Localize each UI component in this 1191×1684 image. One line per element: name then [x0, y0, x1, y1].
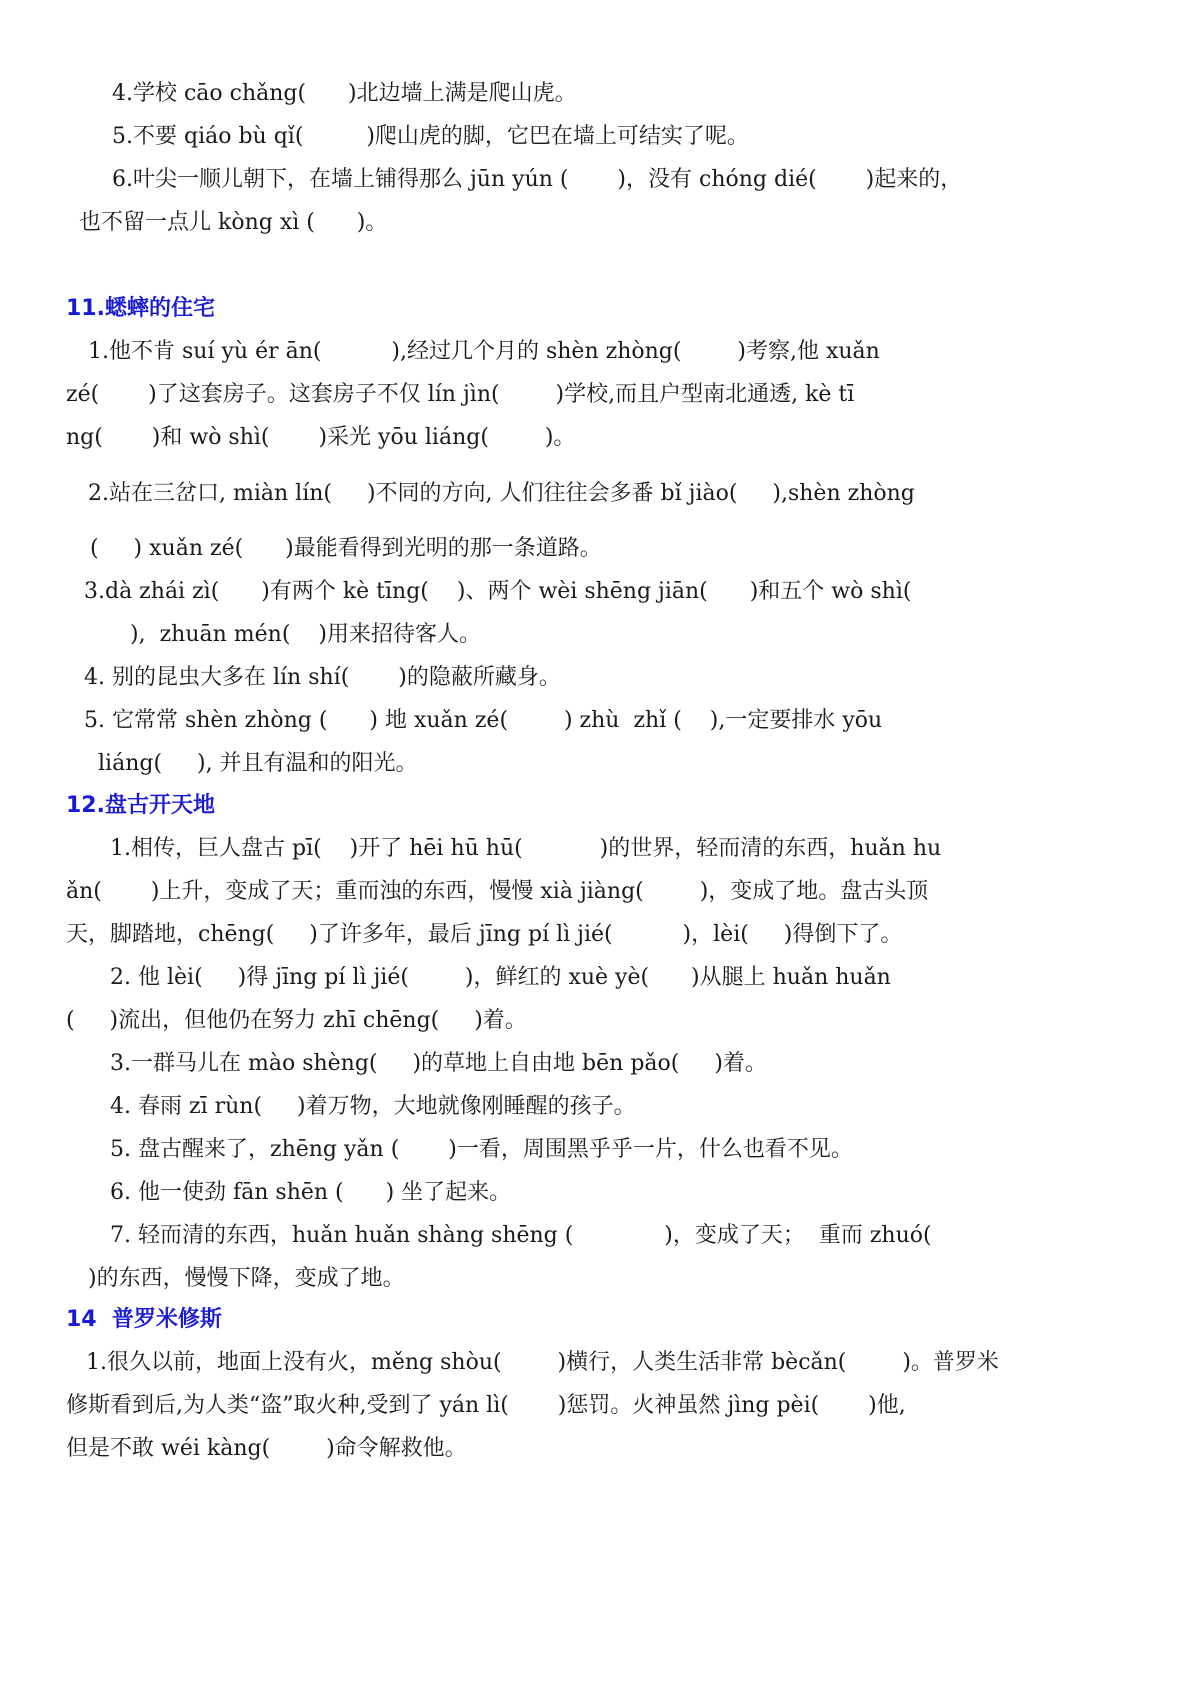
exercise-line: 3.dà zhái zì( )有两个 kè tīng( )、两个 wèi shēng jiān( )和五个 wò shì(: [84, 579, 912, 604]
exercise-line: 1.相传，巨人盘古 pī( )开了 hēi hū hū( )的世界，轻而清的东西，huǎn hu: [110, 836, 942, 861]
exercise-line: 但是不敢 wéi kàng( )命令解救他。: [66, 1436, 467, 1461]
exercise-line: 2. 他 lèi( )得 jīng pí lì jié( )，鲜红的 xuè yè( )从腿上 huǎn huǎn: [110, 965, 891, 990]
exercise-line: 2.站在三岔口, miàn lín( )不同的方向, 人们往往会多番 bǐ jiào( ),shèn zhòng: [88, 481, 915, 506]
exercise-line: ( ) xuǎn zé( )最能看得到光明的那一条道路。: [90, 536, 602, 561]
exercise-line: 天，脚踏地，chēng( )了许多年，最后 jīng pí lì jié( )，lèi( )得倒下了。: [66, 922, 903, 947]
section-heading: 14 普罗米修斯: [66, 1307, 222, 1332]
exercise-line: 5. 盘古醒来了，zhēng yǎn ( )一看，周围黑乎乎一片，什么也看不见。: [110, 1137, 853, 1162]
exercise-line: 6.叶尖一顺儿朝下，在墙上铺得那么 jūn yún ( )，没有 chóng dié( )起来的，: [112, 167, 963, 192]
exercise-line: 6. 他一使劲 fān shēn ( ) 坐了起来。: [110, 1180, 512, 1205]
exercise-line: liáng( ), 并且有温和的阳光。: [98, 751, 418, 776]
exercise-line: 4. 别的昆虫大多在 lín shí( )的隐蔽所藏身。: [84, 665, 561, 690]
exercise-line: 修斯看到后,为人类“盗”取火种,受到了 yán lì( )惩罚。火神虽然 jìng pèi( )他,: [66, 1393, 906, 1418]
exercise-line: ), zhuān mén( )用来招待客人。: [130, 622, 481, 647]
section-heading: 11.蟋蟀的住宅: [66, 296, 215, 321]
exercise-line: )的东西，慢慢下降，变成了地。: [88, 1266, 405, 1291]
exercise-line: ǎn( )上升，变成了天；重而浊的东西，慢慢 xià jiàng( )，变成了地。盘古头顶: [66, 879, 929, 904]
exercise-line: 1.很久以前，地面上没有火，měng shòu( )横行，人类生活非常 bècǎn( )。普罗米: [86, 1350, 999, 1375]
exercise-line: 4.学校 cāo chǎng( )北边墙上满是爬山虎。: [112, 81, 577, 106]
exercise-line: 3.一群马儿在 mào shèng( )的草地上自由地 bēn pǎo( )着。: [110, 1051, 767, 1076]
exercise-line: 5.不要 qiáo bù qǐ( )爬山虎的脚，它巴在墙上可结实了呢。: [112, 124, 749, 149]
exercise-line: ng( )和 wò shì( )采光 yōu liáng( )。: [66, 425, 576, 450]
exercise-line: zé( )了这套房子。这套房子不仅 lín jìn( )学校,而且户型南北通透, kè tī: [66, 382, 855, 407]
section-heading: 12.盘古开天地: [66, 793, 215, 818]
exercise-line: 7. 轻而清的东西，huǎn huǎn shàng shēng ( )，变成了天； 重而 zhuó(: [110, 1223, 932, 1248]
exercise-line: 也不留一点儿 kòng xì ( )。: [79, 210, 388, 235]
exercise-line: 4. 春雨 zī rùn( )着万物，大地就像刚睡醒的孩子。: [110, 1094, 636, 1119]
exercise-line: ( )流出，但他仍在努力 zhī chēng( )着。: [66, 1008, 527, 1033]
exercise-line: 5. 它常常 shèn zhòng ( ) 地 xuǎn zé( ) zhù zhǐ ( ),一定要排水 yōu: [84, 708, 883, 733]
exercise-line: 1.他不肯 suí yù ér ān( ),经过几个月的 shèn zhòng( )考察,他 xuǎn: [88, 339, 880, 364]
